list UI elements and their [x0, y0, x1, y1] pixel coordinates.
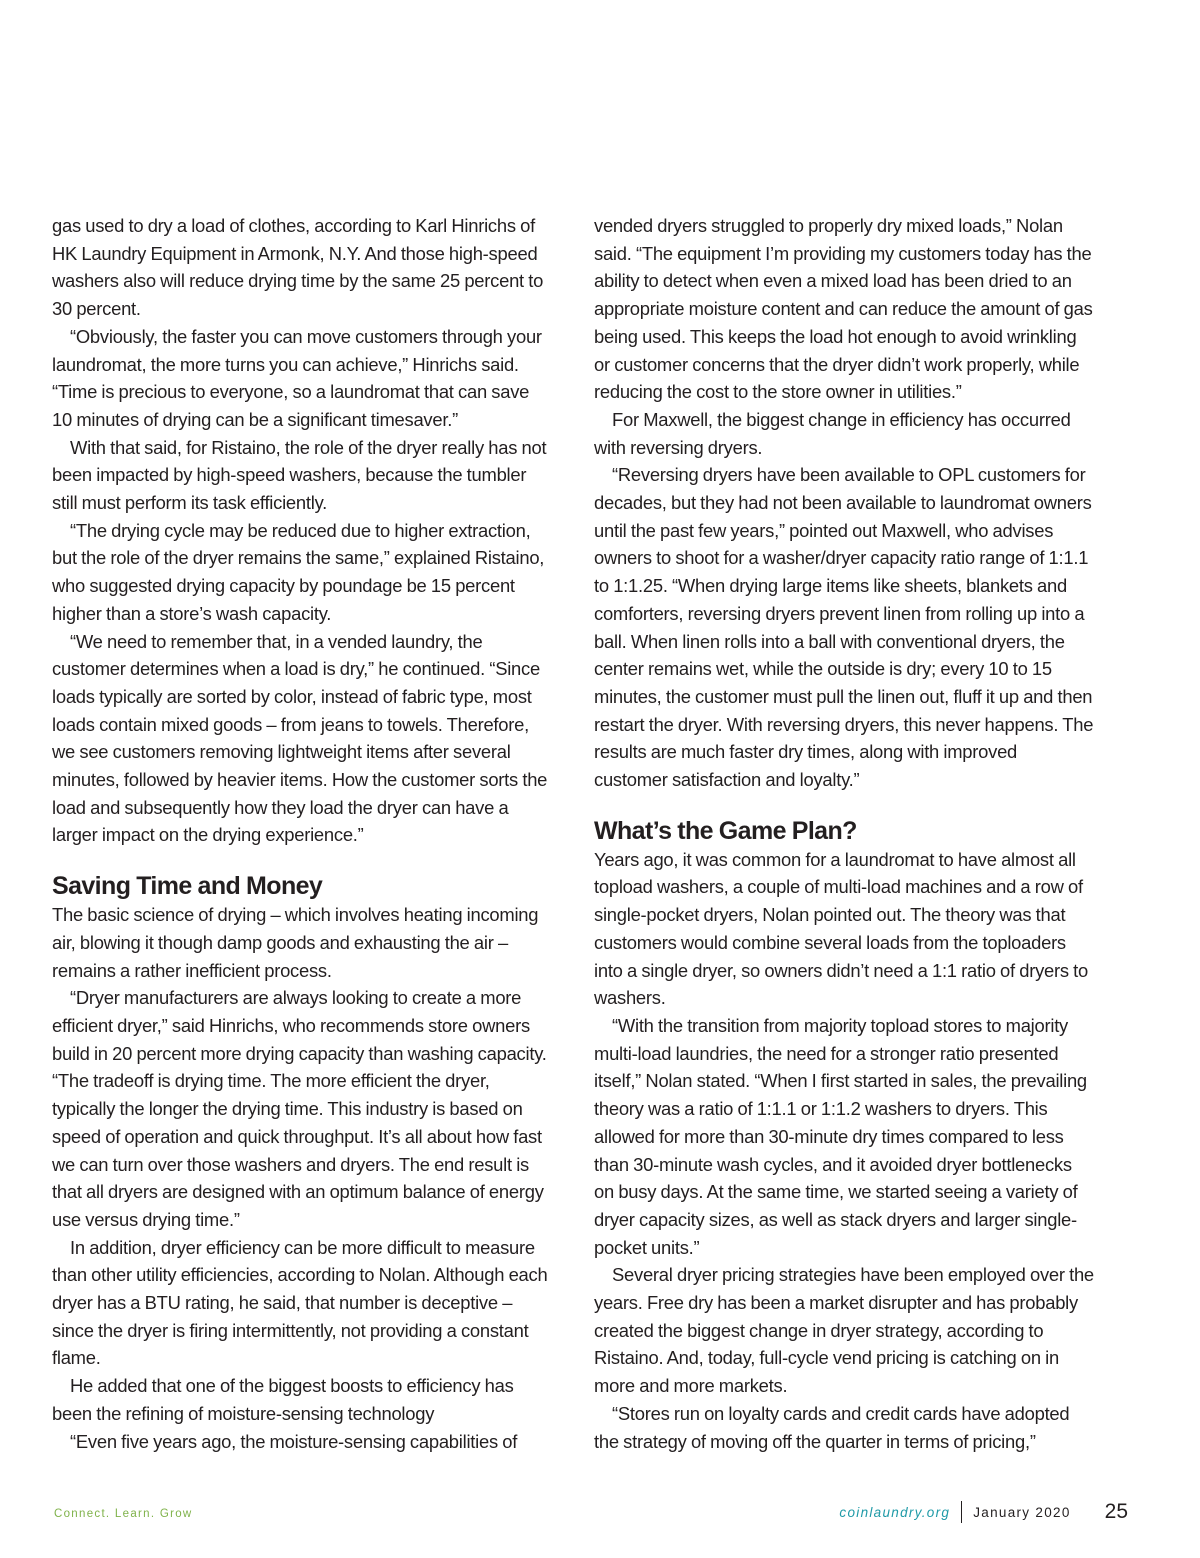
- paragraph: “The drying cycle may be reduced due to higher extraction, but the role of the dryer remains the same,” explained Ristaino, who suggested drying capacity by poundage be 15 percent higher than a store’s wash capacity.: [52, 519, 545, 624]
- paragraph: “We need to remember that, in a vended laundry, the customer determines when a load is dry,” he continued. “Since loads typically are sorted by color, instead of fabric type, most loads contain mixed goods – from jeans to towels. Therefore, we see customers removing lightweight items after several minutes, followed by heavier items. How the customer sorts the load and subsequently how they load the dryer can have a larger impact on the drying experience.”: [52, 630, 548, 846]
- footer-right: [839, 1500, 1128, 1524]
- paragraph: He added that one of the biggest boosts to efficiency has been the refining of moisture-sensing technology: [52, 1375, 514, 1424]
- footer-divider: [961, 1501, 962, 1523]
- paragraph: vended dryers struggled to properly dry mixed loads,” Nolan said. “The equipment I’m providing my customers today has the ability to detect when even a mixed load has been dried to an appropriate moisture content and can reduce the amount of gas being used. This keeps the load hot enough to avoid wrinkling or customer concerns that the dryer didn’t work properly, while reducing the cost to the store owner in utilities.”: [594, 215, 1093, 403]
- page-number: 25: [1104, 1500, 1128, 1523]
- paragraph: “With the transition from majority topload stores to majority multi-load laundries, the need for a stronger ratio presented itself,” Nolan stated. “When I first started in sales, the prevailing theory was a ratio of 1:1.1 or 1:1.2 washers to dryers. This allowed for more than 30-minute dry times compared to less than 30-minute wash cycles, and it avoided dryer bottlenecks on busy days. At the same time, we started seeing a variety of dryer capacity sizes, as well as stack dryers and larger single-pocket units.”: [594, 1014, 1087, 1258]
- left-column: [52, 212, 552, 1455]
- section-heading: Saving Time and Money: [52, 872, 323, 901]
- paragraph: “Stores run on loyalty cards and credit cards have adopted the strategy of moving off the quarter in terms of pricing,”: [594, 1402, 1070, 1452]
- paragraph: “Reversing dryers have been available to OPL customers for decades, but they had not been available to laundromat owners until the past few years,” pointed out Maxwell, who advises owners to shoot for a washer/dryer capacity ratio range of 1:1.1 to 1:1.25. “When drying large items like sheets, blankets and comforters, reversing dryers prevent linen from rolling up into a ball. When linen rolls into a ball with conventional dryers, the center remains wet, while the outside is dry; every 10 to 15 minutes, the customer must pull the linen out, fluff it up and then restart the dryer. With reversing dryers, this never happens. The results are much faster dry times, along with improved customer satisfaction and loyalty.”: [594, 464, 1094, 791]
- paragraph: “Even five years ago, the moisture-sensing capabilities of: [70, 1430, 518, 1452]
- site-link[interactable]: coinlaundry.org: [839, 1504, 951, 1520]
- issue-date: January 2020: [973, 1504, 1071, 1520]
- paragraph: The basic science of drying – which involves heating incoming air, blowing it though damp goods and exhausting the air – remains a rather inefficient process.: [52, 904, 539, 981]
- paragraph: gas used to dry a load of clothes, according to Karl Hinrichs of HK Laundry Equipment in Armonk, N.Y. And those high-speed washers also will reduce drying time by the same 25 percent to 30 percent.: [52, 215, 544, 320]
- right-column: [594, 212, 1094, 1455]
- footer-tagline: Connect. Learn. Grow: [54, 1508, 193, 1520]
- paragraph: “Dryer manufacturers are always looking to create a more efficient dryer,” said Hinrichs, who recommends store owners build in 20 percent more drying capacity than washing capacity. “The tradeoff is drying time. The more efficient the dryer, typically the longer the drying time. This industry is based on speed of operation and quick throughput. It’s all about how fast we can turn over those washers and dryers. The end result is that all dryers are designed with an optimum balance of energy use versus drying time.”: [52, 987, 547, 1230]
- paragraph: “Obviously, the faster you can move customers through your laundromat, the more turns you can achieve,” Hinrichs said. “Time is precious to everyone, so a laundromat that can save 10 minutes of drying can be a significant timesaver.”: [52, 325, 542, 430]
- paragraph: In addition, dryer efficiency can be more difficult to measure than other utility efficiencies, according to Nolan. Although each dryer has a BTU rating, he said, that number is deceptive – since the dryer is firing intermittently, not providing a constant flame.: [52, 1236, 548, 1369]
- paragraph: Years ago, it was common for a laundromat to have almost all topload washers, a couple of multi-load machines and a row of single-pocket dryers, Nolan pointed out. The theory was that customers would combine several loads from the toploaders into a single dryer, so owners didn’t need a 1:1 ratio of dryers to washers.: [594, 848, 1089, 1009]
- paragraph: With that said, for Ristaino, the role of the dryer really has not been impacted by high-speed washers, because the tumbler still must perform its task efficiently.: [52, 436, 547, 514]
- paragraph: Several dryer pricing strategies have been employed over the years. Free dry has been a market disrupter and has probably created the biggest change in dryer strategy, according to Ristaino. And, today, full-cycle vend pricing is catching on in more and more markets.: [594, 1264, 1094, 1397]
- paragraph: For Maxwell, the biggest change in efficiency has occurred with reversing dryers.: [594, 408, 1071, 458]
- section-heading: What’s the Game Plan?: [594, 816, 857, 845]
